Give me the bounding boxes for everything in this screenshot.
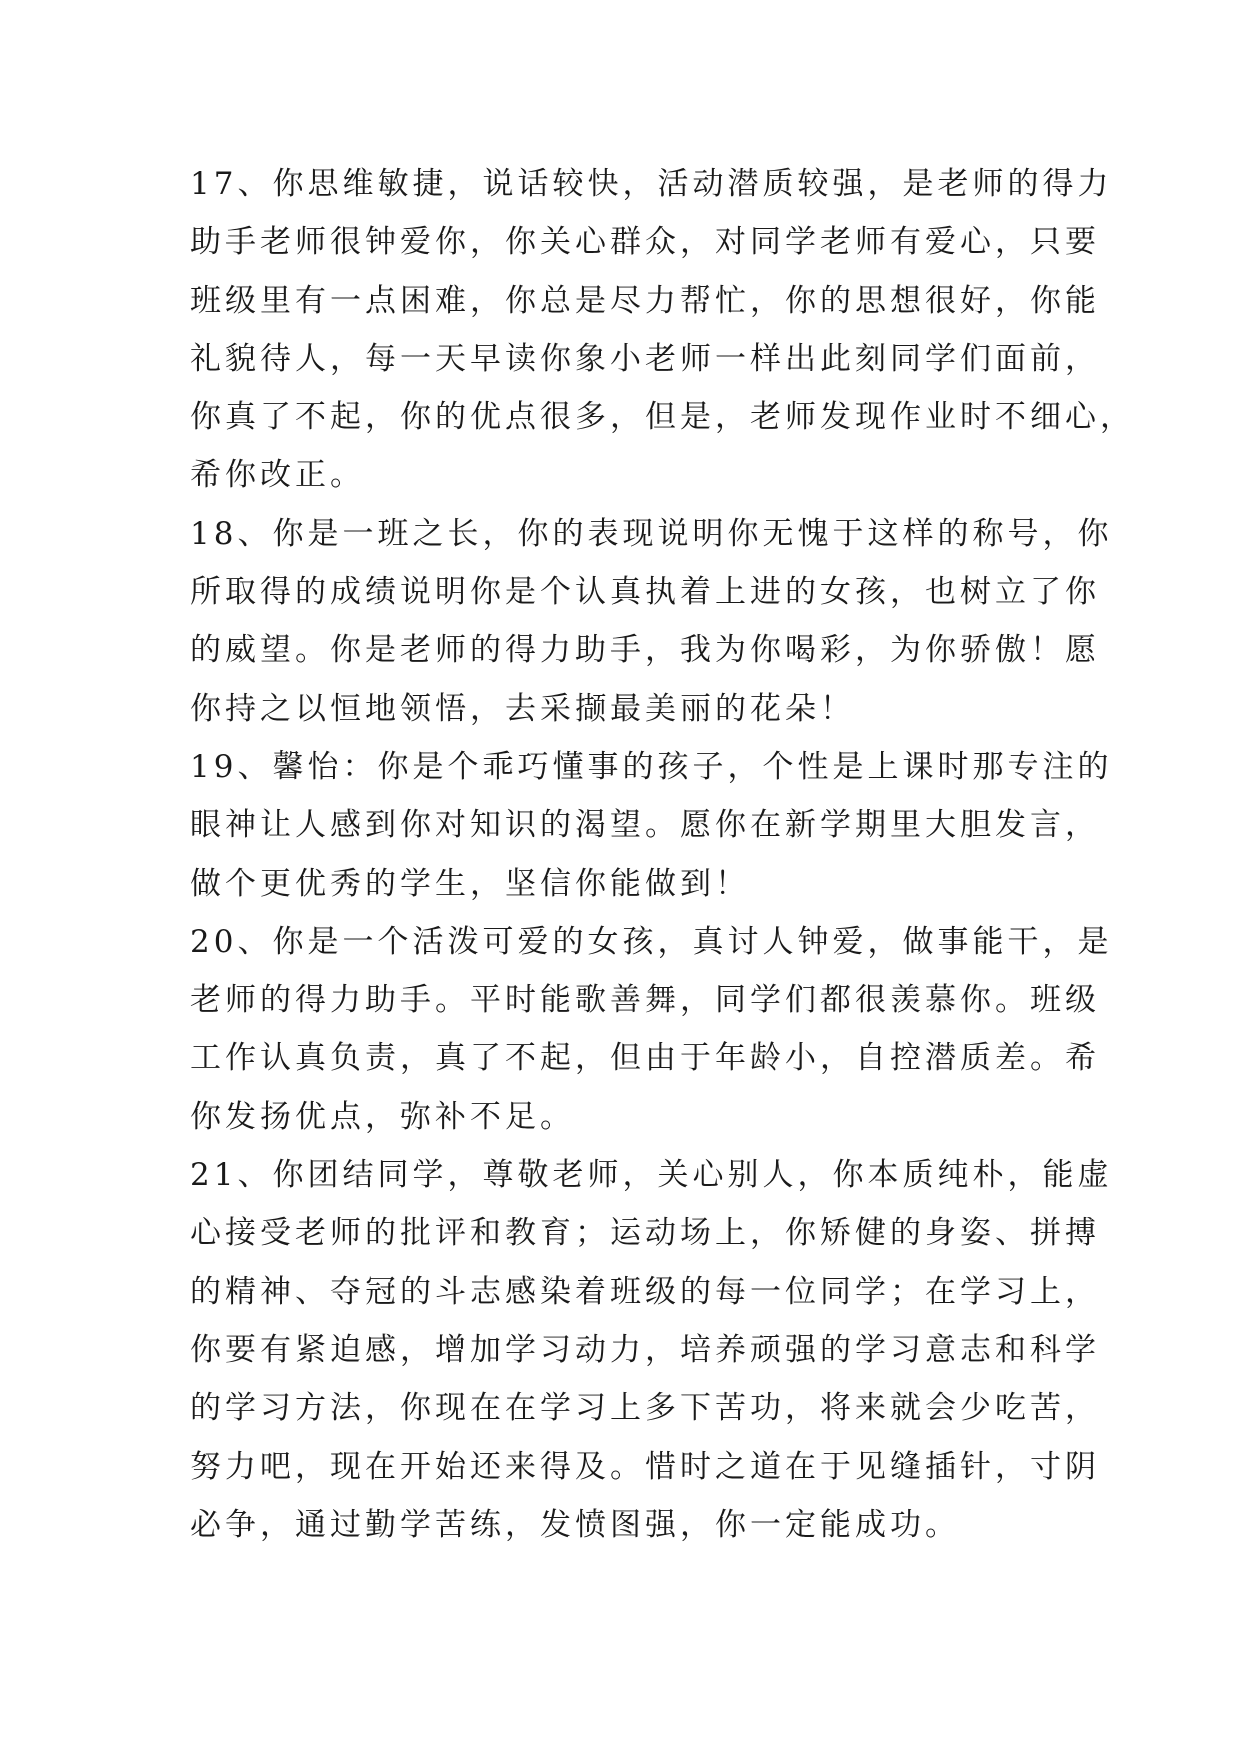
text-line: 班级里有一点困难，你总是尽力帮忙，你的思想很好，你能 [190, 282, 1100, 319]
text-line: 你发扬优点，弥补不足。 [190, 1098, 575, 1135]
text-line: 必争，通过勤学苦练，发愤图强，你一定能成功。 [190, 1506, 960, 1543]
text-line: 工作认真负责，真了不起，但由于年龄小，自控潜质差。希 [190, 1040, 1100, 1077]
text-line: 礼貌待人，每一天早读你象小老师一样出此刻同学们面前， [190, 340, 1100, 377]
text-line: 心接受老师的批评和教育；运动场上，你矫健的身姿、拼搏 [190, 1215, 1100, 1252]
text-line: 的学习方法，你现在在学习上多下苦功，将来就会少吃苦， [190, 1390, 1100, 1427]
text-line: 你要有紧迫感，增加学习动力，培养顽强的学习意志和科学 [190, 1331, 1100, 1368]
text-line: 的精神、夺冠的斗志感染着班级的每一位同学；在学习上， [190, 1273, 1100, 1310]
text-line: 老师的得力助手。平时能歌善舞，同学们都很羡慕你。班级 [190, 982, 1100, 1019]
comment-text-block [190, 155, 1135, 1554]
text-line: 20、你是一个活泼可爱的女孩，真讨人钟爱，做事能干，是 [190, 923, 1113, 960]
text-line: 你持之以恒地领悟，去采撷最美丽的花朵！ [190, 690, 855, 727]
text-line: 努力吧，现在开始还来得及。惜时之道在于见缝插针，寸阴 [190, 1448, 1100, 1485]
text-line: 的威望。你是老师的得力助手，我为你喝彩，为你骄傲！愿 [190, 632, 1100, 669]
text-line: 做个更优秀的学生，坚信你能做到！ [190, 865, 750, 902]
text-line: 你真了不起，你的优点很多，但是，老师发现作业时不细心， [190, 399, 1135, 436]
text-line: 21、你团结同学，尊敬老师，关心别人，你本质纯朴，能虚 [190, 1157, 1113, 1194]
text-line: 助手老师很钟爱你，你关心群众，对同学老师有爱心，只要 [190, 224, 1100, 261]
text-line: 希你改正。 [190, 457, 365, 494]
text-line: 19、馨怡：你是个乖巧懂事的孩子，个性是上课时那专注的 [190, 748, 1113, 785]
text-line: 所取得的成绩说明你是个认真执着上进的女孩，也树立了你 [190, 574, 1100, 611]
text-line: 17、你思维敏捷，说话较快，活动潜质较强，是老师的得力 [190, 166, 1113, 202]
text-line: 18、你是一班之长，你的表现说明你无愧于这样的称号，你 [190, 515, 1113, 552]
text-line: 眼神让人感到你对知识的渴望。愿你在新学期里大胆发言， [190, 807, 1100, 844]
